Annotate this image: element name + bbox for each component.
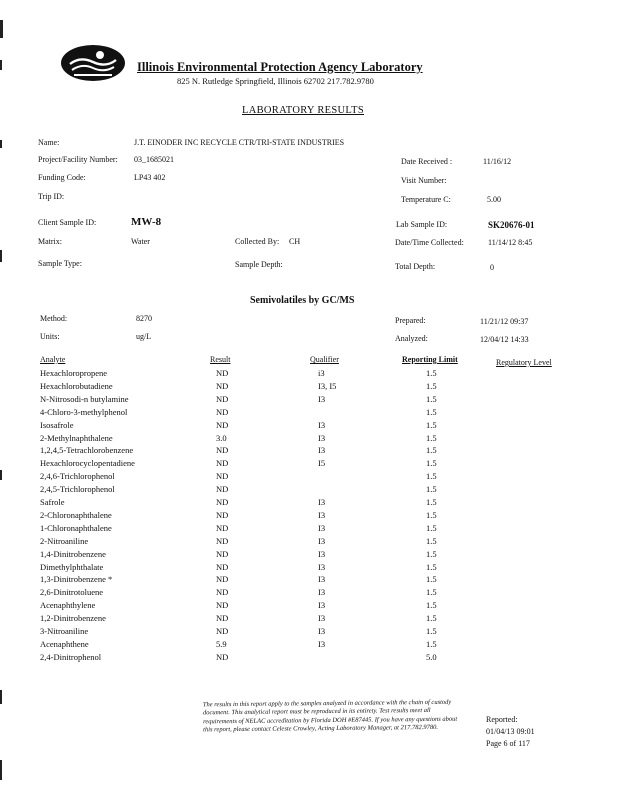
reporting-limit-cell: 1.5 [426, 393, 437, 404]
reporting-limit-cell: 5.0 [426, 651, 437, 662]
date-received-label: Date Received : [401, 157, 453, 166]
project-label: Project/Facility Number: [38, 155, 118, 164]
reporting-limit-cell: 1.5 [426, 432, 437, 443]
table-row [0, 652, 618, 665]
qualifier-cell: I3 [318, 497, 326, 507]
reporting-limit-cell: 1.5 [426, 368, 437, 378]
table-row [0, 420, 618, 433]
method-label: Method: [40, 314, 68, 323]
collected-by-value: CH [289, 237, 301, 246]
table-row [0, 458, 618, 471]
reporting-limit-cell: 1.5 [426, 484, 437, 495]
scan-edge-mark [0, 20, 3, 38]
name-value: J.T. EINODER INC RECYCLE CTR/TRI-STATE INDUSTRIES [134, 138, 345, 147]
qualifier-cell: I3 [318, 638, 326, 649]
qualifier-cell: I3 [318, 600, 326, 611]
name-label: Name: [38, 138, 60, 147]
temperature-value: 5.00 [487, 195, 501, 204]
qualifier-cell: I3 [318, 393, 326, 404]
result-cell: ND [216, 600, 229, 611]
qualifier-cell: I3 [318, 574, 326, 585]
reporting-limit-cell: 1.5 [426, 587, 437, 598]
analyte-cell: 2,4,6-Trichlorophenol [40, 471, 115, 482]
column-header-result: Result [210, 355, 231, 364]
qualifier-cell: I3 [318, 561, 326, 572]
result-cell: ND [216, 471, 229, 482]
table-row [0, 510, 618, 523]
qualifier-cell: I5 [318, 458, 326, 469]
lab-sample-id-value: SK20676-01 [488, 220, 535, 230]
result-cell: ND [216, 522, 229, 533]
footer-disclaimer: The results in this report apply to the samples analyzed in accordance with the chain of custody document. This analytical report must be reproduced in its entirety. Test results meet all requirements of NELAC accreditation by Florida DOH #E87445. If you have any questions about this report, please contact Celeste Crowley, Acting Laboratory Manager, at 217.782.9780. [202, 698, 458, 734]
agency-title: Illinois Environmental Protection Agency Laboratory [137, 60, 423, 74]
result-cell: ND [216, 561, 229, 572]
reporting-limit-cell: 1.5 [426, 548, 437, 559]
table-row [0, 394, 618, 407]
analyte-cell: 2-Chloronaphthalene [40, 509, 112, 520]
qualifier-cell: I3 [318, 587, 326, 598]
table-row [0, 484, 618, 497]
table-row [0, 368, 618, 381]
qualifier-cell: I3 [318, 522, 326, 533]
result-cell: ND [216, 535, 229, 546]
analyte-cell: 1,3-Dinitrobenzene * [40, 574, 113, 585]
reporting-limit-cell: 1.5 [426, 445, 437, 456]
result-cell: ND [216, 419, 229, 430]
sample-type-label: Sample Type: [38, 259, 82, 268]
trip-id-label: Trip ID: [38, 192, 65, 201]
table-row [0, 600, 618, 613]
table-row [0, 587, 618, 600]
result-cell: ND [216, 587, 229, 598]
table-row [0, 471, 618, 484]
reporting-limit-cell: 1.5 [426, 535, 437, 546]
scan-edge-mark [0, 140, 2, 148]
result-cell: ND [216, 548, 229, 559]
qualifier-cell: I3 [318, 432, 326, 443]
scan-edge-mark [0, 250, 2, 262]
lab-sample-id-label: Lab Sample ID: [396, 220, 448, 229]
qualifier-cell: I3, I5 [318, 380, 337, 391]
result-cell: ND [216, 380, 229, 391]
sample-depth-label: Sample Depth: [235, 260, 283, 269]
analyte-cell: 2-Nitroaniline [40, 535, 89, 546]
analyte-cell: Hexachloropropene [40, 368, 108, 378]
result-cell: ND [216, 406, 229, 417]
qualifier-cell: I3 [318, 509, 326, 520]
prepared-value: 11/21/12 09:37 [480, 317, 529, 326]
analyte-cell: 1,2,4,5-Tetrachlorobenzene [40, 445, 134, 456]
column-header-reporting-limit: Reporting Limit [402, 355, 458, 364]
reporting-limit-cell: 1.5 [426, 561, 437, 572]
datetime-collected-value: 11/14/12 8:45 [488, 238, 533, 247]
reporting-limit-cell: 1.5 [426, 471, 437, 482]
scan-edge-mark [0, 690, 2, 704]
agency-address: 825 N. Rutledge Springfield, Illinois 62702 217.782.9780 [177, 76, 374, 86]
funding-value: LP43 402 [134, 173, 166, 182]
analyzed-label: Analyzed: [395, 334, 428, 343]
analyte-cell: 2-Methylnaphthalene [40, 432, 113, 443]
qualifier-cell: I3 [318, 626, 326, 636]
analyte-cell: Hexachlorocyclopentadiene [40, 458, 135, 469]
table-row [0, 407, 618, 420]
table-row [0, 549, 618, 562]
table-row [0, 445, 618, 458]
analyzed-value: 12/04/12 14:33 [480, 335, 529, 344]
total-depth-value: 0 [490, 263, 494, 272]
reported-label: Reported: [486, 715, 518, 724]
analyte-cell: 2,6-Dinitrotoluene [40, 587, 104, 598]
result-cell: 3.0 [216, 432, 227, 443]
client-sample-id-label: Client Sample ID: [38, 218, 97, 227]
prepared-label: Prepared: [395, 316, 426, 325]
result-cell: ND [216, 393, 229, 404]
units-value: ug/L [136, 332, 152, 341]
qualifier-cell: I3 [318, 535, 326, 546]
collected-by-label: Collected By: [235, 237, 280, 246]
reported-value: 01/04/13 09:01 [486, 727, 535, 736]
report-title: LABORATORY RESULTS [242, 105, 364, 116]
result-cell: ND [216, 613, 229, 624]
reporting-limit-cell: 1.5 [426, 509, 437, 520]
analyte-cell: 3-Nitroaniline [40, 626, 89, 636]
analyte-cell: 1,4-Dinitrobenzene [40, 548, 106, 559]
result-cell: ND [216, 458, 229, 469]
temperature-label: Temperature C: [401, 195, 451, 204]
table-row [0, 523, 618, 536]
scan-edge-mark [0, 760, 2, 780]
datetime-collected-label: Date/Time Collected: [395, 238, 464, 247]
matrix-label: Matrix: [38, 237, 62, 246]
result-cell: ND [216, 445, 229, 456]
total-depth-label: Total Depth: [395, 262, 436, 271]
reporting-limit-cell: 1.5 [426, 638, 437, 649]
qualifier-cell: i3 [318, 368, 325, 378]
table-row [0, 562, 618, 575]
analyte-cell: Hexachlorobutadiene [40, 380, 113, 391]
reporting-limit-cell: 1.5 [426, 626, 437, 636]
column-header-analyte: Analyte [40, 355, 66, 364]
result-cell: ND [216, 368, 229, 378]
analyte-cell: 1-Chloronaphthalene [40, 522, 112, 533]
result-cell: 5.9 [216, 638, 227, 649]
analyte-cell: N-Nitrosodi-n butylamine [40, 393, 129, 404]
reporting-limit-cell: 1.5 [426, 522, 437, 533]
column-header-regulatory-level: Regulatory Level [496, 358, 552, 367]
table-row [0, 574, 618, 587]
client-sample-id-value: MW-8 [131, 216, 162, 228]
analyte-cell: Acenaphthylene [40, 600, 96, 611]
table-row [0, 497, 618, 510]
column-header-qualifier: Qualifier [310, 355, 339, 364]
analyte-cell: Safrole [40, 497, 65, 507]
table-row [0, 536, 618, 549]
reporting-limit-cell: 1.5 [426, 380, 437, 391]
result-cell: ND [216, 509, 229, 520]
units-label: Units: [40, 332, 60, 341]
matrix-value: Water [131, 237, 150, 246]
date-received-value: 11/16/12 [483, 157, 512, 166]
table-row [0, 381, 618, 394]
qualifier-cell: I3 [318, 445, 326, 456]
qualifier-cell: I3 [318, 419, 326, 430]
scan-edge-mark [0, 60, 2, 70]
analyte-cell: 2,4-Dinitrophenol [40, 651, 102, 662]
reporting-limit-cell: 1.5 [426, 497, 437, 507]
result-cell: ND [216, 497, 229, 507]
project-value: 03_1685021 [134, 155, 174, 164]
table-row [0, 626, 618, 639]
reporting-limit-cell: 1.5 [426, 458, 437, 469]
result-cell: ND [216, 574, 229, 585]
analyte-cell: 4-Chloro-3-methylphenol [40, 406, 128, 417]
analyte-cell: 1,2-Dinitrobenzene [40, 613, 106, 624]
reporting-limit-cell: 1.5 [426, 406, 437, 417]
analyte-cell: Isosafrole [40, 419, 74, 430]
table-row [0, 639, 618, 652]
table-row [0, 433, 618, 446]
visit-number-label: Visit Number: [401, 176, 447, 185]
reporting-limit-cell: 1.5 [426, 600, 437, 611]
analyte-cell: 2,4,5-Trichlorophenol [40, 484, 115, 495]
result-cell: ND [216, 484, 229, 495]
funding-label: Funding Code: [38, 173, 86, 182]
page-number: Page 6 of 117 [486, 739, 530, 748]
reporting-limit-cell: 1.5 [426, 613, 437, 624]
qualifier-cell: I3 [318, 548, 326, 559]
qualifier-cell: I3 [318, 613, 326, 624]
method-value: 8270 [136, 314, 152, 323]
agency-logo-icon [60, 44, 126, 82]
reporting-limit-cell: 1.5 [426, 419, 437, 430]
section-title: Semivolatiles by GC/MS [250, 295, 355, 306]
result-cell: ND [216, 626, 229, 636]
table-row [0, 613, 618, 626]
analyte-cell: Acenaphthene [40, 638, 89, 649]
result-cell: ND [216, 651, 229, 662]
analyte-cell: Dimethylphthalate [40, 561, 104, 572]
reporting-limit-cell: 1.5 [426, 574, 437, 585]
